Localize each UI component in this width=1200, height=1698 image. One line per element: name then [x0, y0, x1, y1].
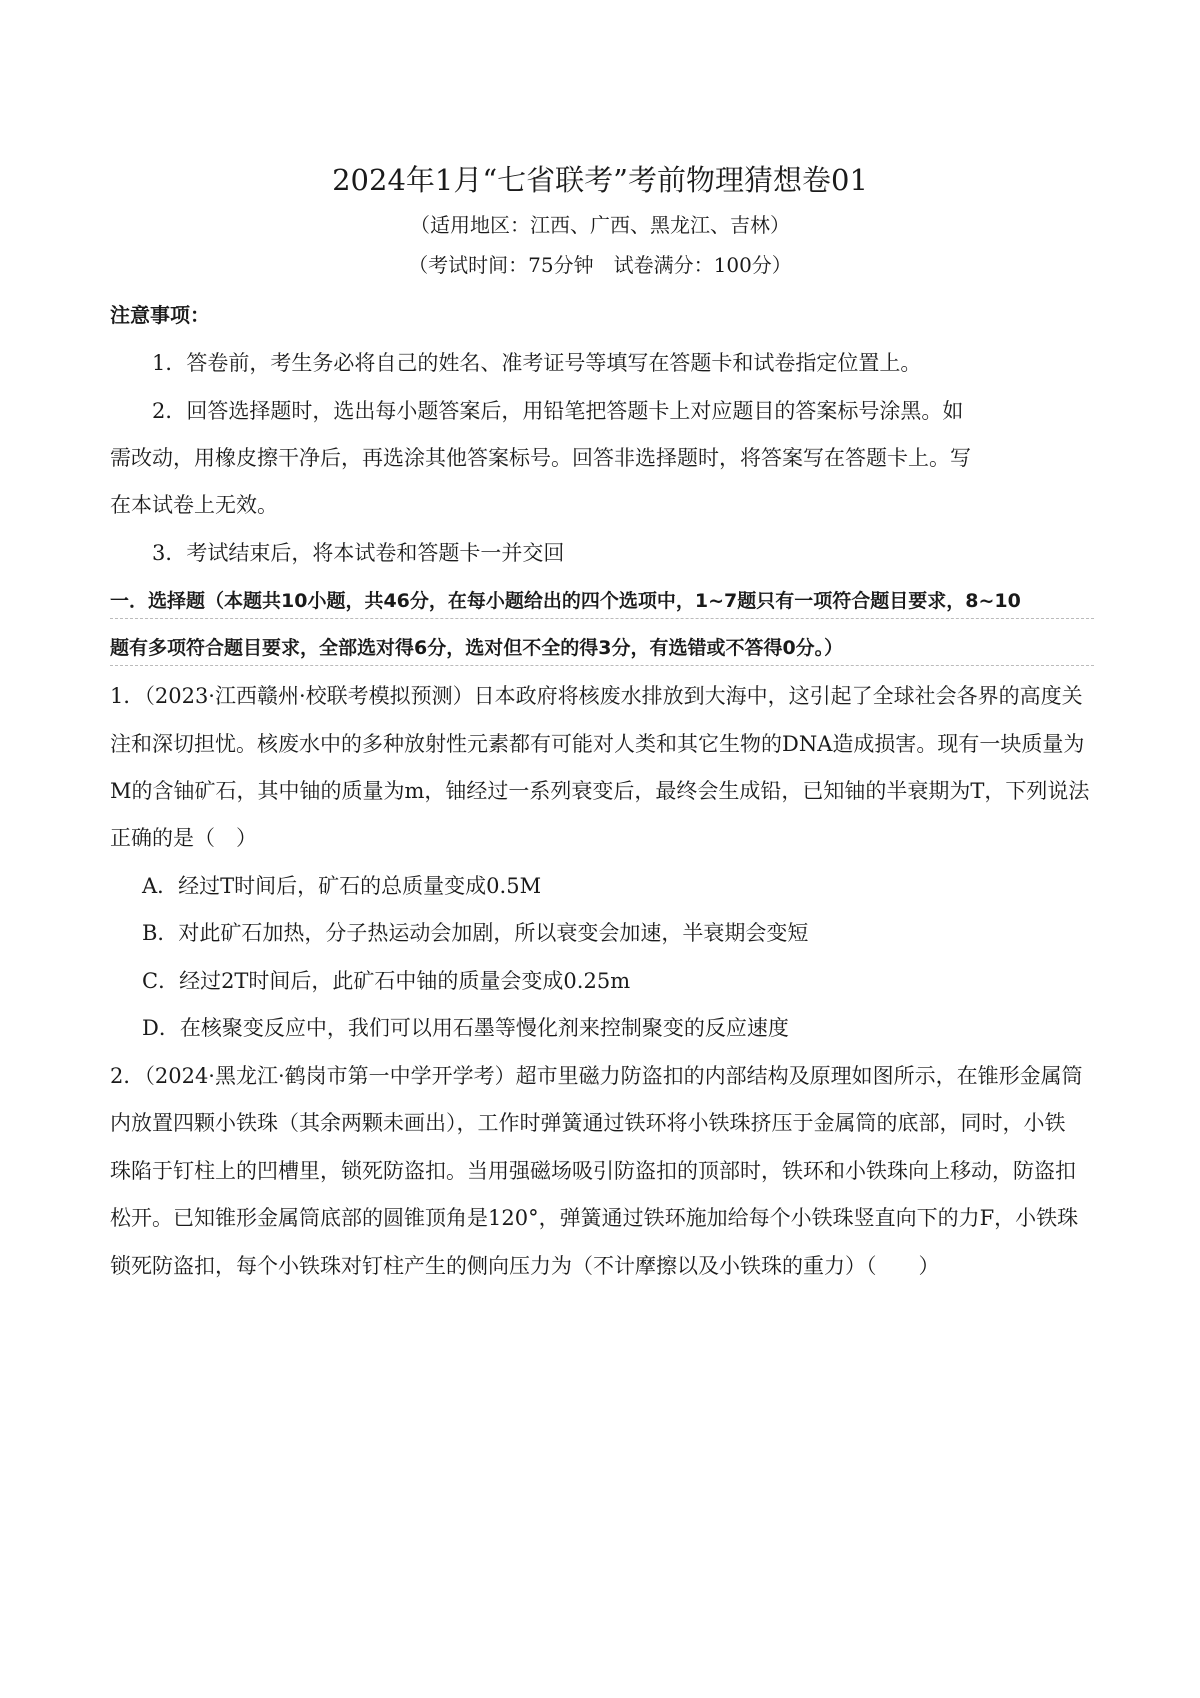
note-item-3: 3．考试结束后，将本试卷和答题卡一并交回	[152, 541, 565, 565]
note-item-2-line-3: 在本试卷上无效。	[110, 493, 278, 517]
question-1-option-d: D．在核聚变反应中，我们可以用石墨等慢化剂来控制聚变的反应速度	[142, 1016, 789, 1040]
notes-heading: 注意事项：	[110, 303, 210, 327]
section-heading-line-2: 题有多项符合题目要求，全部选对得6分，选对但不全的得3分，有选错或不答得0分。）	[110, 633, 1094, 666]
question-2-line-1: 2．（2024·黑龙江·鹤岗市第一中学开学考）超市里磁力防盗扣的内部结构及原理如图所示，在锥形金属筒	[110, 1064, 1083, 1088]
question-2-line-2: 内放置四颗小铁珠（其余两颗未画出），工作时弹簧通过铁环将小铁珠挤压于金属筒的底部，同时，小铁	[110, 1111, 1066, 1135]
note-item-2-line-2: 需改动，用橡皮擦干净后，再选涂其他答案标号。回答非选择题时，将答案写在答题卡上。写	[110, 446, 971, 470]
question-1-option-b: B．对此矿石加热，分子热运动会加剧，所以衰变会加速，半衰期会变短	[142, 921, 809, 945]
question-1-option-c: C．经过2T时间后，此矿石中铀的质量会变成0.25m	[142, 969, 631, 993]
section-heading-line-1: 一．选择题（本题共10小题，共46分，在每小题给出的四个选项中，1~7题只有一项符合题目要求，8~10	[110, 586, 1094, 619]
question-2-line-3: 珠陷于钉柱上的凹槽里，锁死防盗扣。当用强磁场吸引防盗扣的顶部时，铁环和小铁珠向上移动，防盗扣	[110, 1159, 1076, 1183]
subtitle-time: （考试时间：75分钟 试卷满分：100分）	[408, 253, 792, 277]
question-1-line-2: 注和深切担忧。核废水中的多种放射性元素都有可能对人类和其它生物的DNA造成损害。现有一块质量为	[110, 732, 1085, 756]
question-1-line-1: 1．（2023·江西赣州·校联考模拟预测）日本政府将核废水排放到大海中，这引起了全球社会各界的高度关	[110, 684, 1083, 708]
question-1-line-3: M的含铀矿石，其中铀的质量为m，铀经过一系列衰变后，最终会生成铅，已知铀的半衰期为T，下列说法	[110, 779, 1090, 803]
page-title: 2024年1月“七省联考”考前物理猜想卷01	[332, 163, 868, 197]
question-1-line-4: 正确的是（ ）	[110, 826, 257, 850]
note-item-1: 1．答卷前，考生务必将自己的姓名、准考证号等填写在答题卡和试卷指定位置上。	[152, 351, 922, 375]
question-2-line-5: 锁死防盗扣，每个小铁珠对钉柱产生的侧向压力为（不计摩擦以及小铁珠的重力）（ ）	[110, 1254, 940, 1278]
note-item-2-line-1: 2．回答选择题时，选出每小题答案后，用铅笔把答题卡上对应题目的答案标号涂黑。如	[152, 399, 964, 423]
question-1-option-a: A．经过T时间后，矿石的总质量变成0.5M	[142, 874, 542, 898]
question-2-line-4: 松开。已知锥形金属筒底部的圆锥顶角是120°，弹簧通过铁环施加给每个小铁珠竖直向下的力F，小铁珠	[110, 1206, 1079, 1230]
subtitle-region: （适用地区：江西、广西、黑龙江、吉林）	[410, 213, 790, 237]
